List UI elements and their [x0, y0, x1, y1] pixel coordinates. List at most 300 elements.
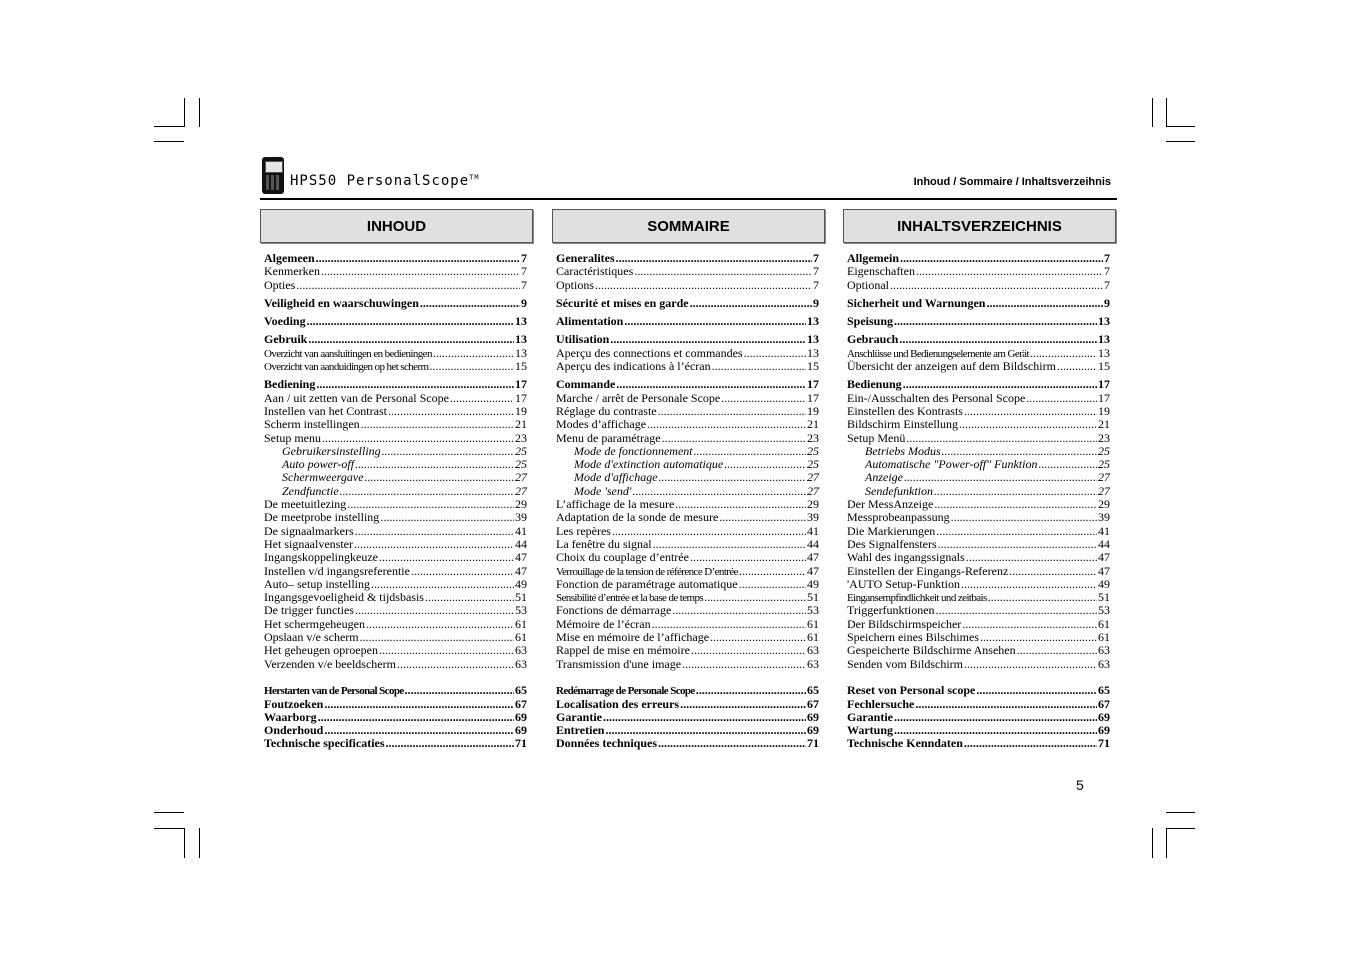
toc-entry-page: 9 — [521, 295, 527, 310]
toc-entry[interactable] — [264, 591, 527, 604]
toc-entry-page: 13 — [1098, 332, 1110, 347]
toc-entry-title: Veiligheid en waarschuwingen — [264, 295, 419, 310]
dot-leader — [610, 333, 806, 346]
toc-entry[interactable] — [556, 498, 819, 511]
toc-entry-title: Mode d'affichage — [574, 470, 658, 485]
toc-entry-title: Ein-/Ausschalten des Personal Scope — [847, 390, 1026, 405]
dot-leader — [680, 698, 806, 711]
dot-leader — [980, 631, 1097, 644]
toc-entry[interactable] — [847, 252, 1110, 265]
toc-entry-title: Localisation des erreurs — [556, 696, 680, 711]
toc-entry-title: Het geheugen oproepen — [264, 643, 378, 658]
spacer — [847, 671, 1110, 684]
toc-entry[interactable] — [556, 538, 819, 551]
dot-leader — [915, 698, 1097, 711]
toc-entry[interactable] — [264, 445, 527, 458]
dot-leader — [894, 711, 1097, 724]
toc-entry-page: 19 — [515, 403, 527, 418]
toc-entry[interactable] — [847, 698, 1110, 711]
toc-entry-page: 25 — [515, 457, 527, 472]
dot-leader — [425, 591, 514, 604]
dot-leader — [616, 252, 812, 265]
dot-leader — [605, 724, 806, 737]
toc-entry[interactable] — [556, 551, 819, 564]
dot-leader — [966, 551, 1097, 564]
dot-leader — [739, 565, 806, 578]
toc-entry[interactable] — [847, 445, 1110, 458]
toc-entry-title: Caractéristiques — [556, 264, 634, 279]
dot-leader — [355, 604, 514, 617]
dot-leader — [962, 618, 1097, 631]
toc-entry[interactable] — [847, 279, 1110, 292]
toc-entry-page: 25 — [1098, 443, 1110, 458]
dot-leader — [704, 591, 806, 604]
toc-entry[interactable] — [264, 265, 527, 278]
dot-leader — [964, 658, 1097, 671]
toc-entry-title: Overzicht van aanduidingen op het scherm — [264, 361, 429, 374]
toc-column-dutch — [260, 209, 533, 751]
toc-entry-title: Aperçu des connections et commandes — [556, 345, 743, 360]
toc-entry[interactable] — [847, 458, 1110, 471]
toc-entry-title: Fonctions de démarrage — [556, 603, 672, 618]
toc-entry[interactable] — [556, 315, 819, 328]
toc-entry-page: 17 — [807, 390, 819, 405]
dot-leader — [694, 445, 806, 458]
toc-entry[interactable] — [847, 265, 1110, 278]
toc-entry[interactable] — [556, 604, 819, 617]
dot-leader — [429, 360, 514, 373]
toc-entry-page: 44 — [1098, 536, 1110, 551]
toc-entry-page: 51 — [1098, 590, 1110, 605]
dot-leader — [964, 405, 1097, 418]
column-heading: INHOUD — [260, 209, 533, 243]
toc-entry[interactable] — [556, 360, 819, 373]
toc-entry-page: 13 — [1098, 314, 1110, 329]
dot-leader — [382, 445, 514, 458]
dot-leader — [964, 737, 1097, 750]
toc-column-german — [843, 209, 1116, 751]
dot-leader — [360, 631, 514, 644]
toc-entry-page: 67 — [515, 696, 527, 711]
toc-entry-title: Overzicht van aansluitingen en bedieningen — [264, 347, 432, 360]
toc-entry[interactable] — [847, 315, 1110, 328]
toc-entry[interactable] — [847, 711, 1110, 724]
toc-entry[interactable] — [556, 644, 819, 657]
dot-leader — [936, 525, 1097, 538]
toc-entry[interactable] — [556, 405, 819, 418]
toc-entry[interactable] — [556, 252, 819, 265]
dot-leader — [379, 644, 514, 657]
toc-entry-title: Bedienung — [847, 377, 902, 392]
dot-leader — [942, 445, 1097, 458]
toc-entry[interactable] — [264, 279, 527, 292]
dot-leader — [690, 551, 806, 564]
toc-entry-title: Transmission d'une image — [556, 656, 682, 671]
dot-leader — [354, 538, 514, 551]
toc-entry-title: De signaalmarkers — [264, 523, 354, 538]
toc-entry[interactable] — [847, 684, 1110, 697]
toc-entry-title: Wartung — [847, 723, 894, 738]
toc-entry-page: 51 — [807, 590, 819, 605]
toc-entry[interactable] — [556, 591, 819, 604]
toc-entry[interactable] — [264, 644, 527, 657]
dot-leader — [420, 297, 520, 310]
toc-entry-page: 63 — [807, 643, 819, 658]
toc-entry[interactable] — [847, 418, 1110, 431]
toc-entry[interactable] — [264, 525, 527, 538]
toc-entry[interactable] — [264, 378, 527, 391]
toc-entry-page: 47 — [807, 563, 819, 578]
toc-entry-page: 47 — [1098, 550, 1110, 565]
toc-entry[interactable] — [264, 618, 527, 631]
toc-entry[interactable] — [847, 631, 1110, 644]
toc-entry[interactable] — [847, 618, 1110, 631]
toc-entry-page: 61 — [1098, 616, 1110, 631]
toc-entry-title: Technische specificaties — [264, 736, 385, 751]
toc-entry-page: 65 — [515, 683, 527, 698]
toc-entry-title: Generalites — [556, 251, 615, 265]
dot-leader — [936, 604, 1097, 617]
toc-entry[interactable] — [847, 378, 1110, 391]
toc-entry-page: 67 — [1098, 696, 1110, 711]
dot-leader — [647, 418, 806, 431]
toc-entry-page: 21 — [1098, 417, 1110, 432]
toc-entry[interactable] — [847, 658, 1110, 671]
toc-entry-title: Aperçu des indications à l’écran — [556, 359, 711, 374]
toc-entry-title: Der Bildschirmspeicher — [847, 616, 962, 631]
toc-entry-title: Eingansempfindlichkeit und zeitbais — [847, 592, 987, 605]
toc-entry-page: 41 — [807, 523, 819, 538]
toc-entry[interactable] — [264, 578, 527, 591]
dot-leader — [691, 644, 806, 657]
toc-entry-title: Bildschirm Einstellung — [847, 417, 958, 432]
toc-entry-page: 23 — [515, 430, 527, 445]
toc-entry-page: 29 — [807, 497, 819, 512]
toc-entry[interactable] — [264, 485, 527, 498]
dot-leader — [379, 551, 514, 564]
toc-entry[interactable] — [847, 498, 1110, 511]
toc-entry-page: 69 — [515, 723, 527, 738]
toc-entry-page: 47 — [807, 550, 819, 565]
toc-entry[interactable] — [847, 737, 1110, 750]
toc-entry-page: 63 — [807, 656, 819, 671]
toc-entry[interactable] — [264, 347, 527, 360]
toc-entry-title: Commande — [556, 377, 616, 392]
toc-entry[interactable] — [556, 279, 819, 292]
toc-entry-page: 63 — [515, 656, 527, 671]
toc-entry[interactable] — [264, 737, 527, 750]
toc-entry[interactable] — [847, 297, 1110, 310]
toc-entry-page: 17 — [515, 377, 527, 392]
dot-leader — [411, 565, 514, 578]
dot-leader — [724, 458, 806, 471]
toc-entry[interactable] — [264, 458, 527, 471]
toc-entry-title: Entretien — [556, 723, 605, 738]
toc-entry[interactable] — [556, 724, 819, 737]
toc-entry-title: Données techniques — [556, 736, 658, 751]
dot-leader — [318, 711, 514, 724]
dot-leader — [307, 315, 514, 328]
toc-entry-page: 41 — [515, 523, 527, 538]
dot-leader — [433, 347, 514, 360]
toc-entry-page: 44 — [515, 536, 527, 551]
toc-entry[interactable] — [264, 392, 527, 405]
toc-entry-page: 7 — [813, 251, 819, 265]
toc-entry[interactable] — [847, 405, 1110, 418]
toc-entry-title: Voeding — [264, 314, 306, 329]
header-section-title: Inhoud / Sommaire / Inhaltsverzeihnis — [913, 176, 1111, 188]
toc-entry-page: 71 — [515, 736, 527, 751]
dot-leader — [322, 432, 514, 445]
dot-leader — [721, 392, 806, 405]
toc-entry-title: Der MessAnzeige — [847, 497, 934, 512]
toc-entry[interactable] — [264, 471, 527, 484]
toc-entry[interactable] — [264, 432, 527, 445]
toc-entry-title: Anschlüsse und Bedienungselemente am Gerät — [847, 347, 1029, 360]
toc-entry-title: Ingangsgevoeligheid & tijdsbasis — [264, 590, 424, 605]
toc-entry-title: Mode 'send' — [574, 483, 632, 498]
toc-entry-title: Het schermgeheugen — [264, 616, 365, 631]
toc-entry-page: 39 — [515, 510, 527, 525]
toc-entry[interactable] — [264, 698, 527, 711]
toc-entry[interactable] — [264, 711, 527, 724]
toc-entry[interactable] — [264, 631, 527, 644]
toc-entry-page: 13 — [515, 332, 527, 347]
toc-entry-page: 25 — [807, 457, 819, 472]
toc-entry-title: Rappel de mise en mémoire — [556, 643, 690, 658]
toc-entry-title: Senden vom Bildschirm — [847, 656, 963, 671]
toc-entry[interactable] — [556, 485, 819, 498]
toc-entry-title: La fenêtre du signal — [556, 536, 652, 551]
dot-leader — [296, 279, 520, 292]
toc-entry[interactable] — [264, 724, 527, 737]
dot-leader — [316, 252, 520, 265]
dot-leader — [900, 252, 1103, 265]
toc-entry[interactable] — [556, 445, 819, 458]
toc-entry-title: Les repères — [556, 523, 611, 538]
toc-entry[interactable] — [556, 265, 819, 278]
dot-leader — [405, 684, 514, 697]
toc-entry[interactable] — [556, 711, 819, 724]
toc-entry-title: Réglage du contraste — [556, 403, 657, 418]
device-logo-icon — [262, 157, 284, 194]
toc-entry-page: 61 — [515, 630, 527, 645]
toc-entry[interactable] — [556, 511, 819, 524]
toc-entry[interactable] — [556, 684, 819, 697]
toc-entry[interactable] — [556, 698, 819, 711]
toc-entry[interactable] — [847, 432, 1110, 445]
toc-entry-page: 71 — [1098, 736, 1110, 751]
toc-entry[interactable] — [847, 604, 1110, 617]
dot-leader — [632, 485, 806, 498]
toc-entry[interactable] — [556, 737, 819, 750]
toc-entry[interactable] — [847, 347, 1110, 360]
toc-entry-title: Technische Kenndaten — [847, 736, 963, 751]
dot-leader — [894, 724, 1097, 737]
product-title: HPS50 PersonalScope™ — [290, 173, 480, 189]
toc-entry[interactable] — [556, 618, 819, 631]
toc-entry-title: Gebruik — [264, 332, 308, 347]
toc-entry[interactable] — [556, 347, 819, 360]
toc-entry[interactable] — [556, 565, 819, 578]
toc-entry[interactable] — [556, 297, 819, 310]
toc-entry-page: 7 — [521, 277, 527, 292]
toc-entry-title: Sicherheit und Warnungen — [847, 295, 986, 310]
toc-entry-title: Opties — [264, 277, 296, 292]
toc-entry-title: Garantie — [556, 709, 602, 724]
toc-entry-page: 13 — [807, 314, 819, 329]
toc-entry-page: 17 — [807, 377, 819, 392]
toc-entry-title: Algemeen — [264, 251, 315, 265]
toc-entry[interactable] — [847, 724, 1110, 737]
toc-entry[interactable] — [264, 684, 527, 697]
toc-entry[interactable] — [264, 252, 527, 265]
toc-entry-title: Opslaan v/e scherm — [264, 630, 359, 645]
toc-entry-title: Gespeicherte Bildschirme Ansehen — [847, 643, 1016, 658]
toc-entry-title: Allgemein — [847, 251, 899, 265]
toc-entry-title: Fonction de paramétrage automatique — [556, 576, 738, 591]
dot-leader — [366, 618, 514, 631]
dot-leader — [388, 405, 514, 418]
toc-entry-title: Eigenschaften — [847, 264, 915, 279]
toc-entry-title: Gebruikersinstelling — [282, 443, 381, 458]
toc-entry-title: Het signaalvenster — [264, 536, 353, 551]
toc-entry-page: 29 — [1098, 497, 1110, 512]
toc-entry[interactable] — [847, 565, 1110, 578]
dot-leader — [976, 684, 1097, 697]
toc-entry[interactable] — [847, 551, 1110, 564]
toc-entry-page: 23 — [807, 430, 819, 445]
toc-entry-page: 17 — [1098, 377, 1110, 392]
toc-entry[interactable] — [264, 658, 527, 671]
toc-entry-page: 7 — [813, 264, 819, 279]
toc-entry[interactable] — [556, 631, 819, 644]
dot-leader — [959, 418, 1097, 431]
toc-entry[interactable] — [847, 485, 1110, 498]
toc-entry[interactable] — [264, 315, 527, 328]
toc-entry[interactable] — [264, 297, 527, 310]
toc-entry-title: Übersicht der anzeigen auf dem Bildschirm — [847, 359, 1056, 374]
toc-entry[interactable] — [847, 591, 1110, 604]
toc-entry-title: Gebrauch — [847, 332, 899, 347]
toc-entry[interactable] — [264, 418, 527, 431]
toc-entry-page: 21 — [515, 417, 527, 432]
dot-leader — [662, 432, 806, 445]
toc-entry-title: Garantie — [847, 709, 893, 724]
toc-entry-page: 9 — [1104, 295, 1110, 310]
dot-leader — [658, 737, 806, 750]
toc-entry-title: 'AUTO Setup-Funktion — [847, 576, 960, 591]
toc-entry[interactable] — [264, 511, 527, 524]
toc-entry[interactable] — [264, 551, 527, 564]
toc-entry-page: 61 — [807, 630, 819, 645]
toc-entry[interactable] — [847, 392, 1110, 405]
dot-leader — [355, 525, 514, 538]
toc-entry[interactable] — [264, 333, 527, 346]
toc-entry[interactable] — [847, 333, 1110, 346]
toc-entry[interactable] — [847, 525, 1110, 538]
toc-entry-title: Kenmerken — [264, 264, 320, 279]
toc-entry-title: Bediening — [264, 377, 316, 392]
toc-entry[interactable] — [264, 565, 527, 578]
toc-entry-page: 7 — [521, 251, 527, 265]
toc-entry-title: Sensibilité d’entrée et la base de temps — [556, 592, 704, 605]
dot-leader — [710, 631, 806, 644]
toc-entry-title: Mode de fonctionnement — [574, 443, 693, 458]
toc-entry[interactable] — [556, 471, 819, 484]
toc-entry[interactable] — [847, 511, 1110, 524]
toc-entry-title: De meetuitlezing — [264, 497, 347, 512]
toc-entry[interactable] — [556, 432, 819, 445]
toc-entry-page: 47 — [515, 550, 527, 565]
toc-entry-page: 69 — [1098, 723, 1110, 738]
toc-entry-page: 71 — [807, 736, 819, 751]
dot-leader — [690, 297, 812, 310]
toc-entry[interactable] — [264, 405, 527, 418]
toc-entry[interactable] — [556, 333, 819, 346]
toc-entry-title: Aan / uit zetten van de Personal Scope — [264, 390, 449, 405]
toc-entry-title: Adaptation de la sonde de mesure — [556, 510, 719, 525]
dot-leader — [386, 737, 514, 750]
toc-entry-title: Triggerfunktionen — [847, 603, 935, 618]
toc-entry-page: 61 — [1098, 630, 1110, 645]
toc-entry[interactable] — [847, 644, 1110, 657]
dot-leader — [347, 498, 514, 511]
toc-entry[interactable] — [556, 392, 819, 405]
dot-leader — [612, 525, 806, 538]
toc-entry[interactable] — [847, 360, 1110, 373]
toc-entry[interactable] — [264, 498, 527, 511]
toc-entry-page: 41 — [1098, 523, 1110, 538]
toc-entry-page: 69 — [807, 709, 819, 724]
spacer — [264, 671, 527, 684]
header-rule — [260, 198, 1117, 200]
toc-entry[interactable] — [556, 458, 819, 471]
toc-entry-page: 25 — [1098, 457, 1110, 472]
toc-entry-page: 27 — [515, 483, 527, 498]
toc-entry[interactable] — [264, 604, 527, 617]
dot-leader — [316, 378, 514, 391]
toc-entry[interactable] — [556, 578, 819, 591]
dot-leader — [1057, 360, 1097, 373]
toc-entry[interactable] — [847, 471, 1110, 484]
toc-entry[interactable] — [556, 378, 819, 391]
toc-entry[interactable] — [556, 418, 819, 431]
toc-entry[interactable] — [847, 578, 1110, 591]
toc-entry-page: 13 — [807, 345, 819, 360]
toc-entry-title: Utilisation — [556, 332, 610, 347]
toc-entry-title: Schermweergave — [282, 470, 364, 485]
column-heading: INHALTSVERZEICHNIS — [843, 209, 1116, 243]
toc-entry[interactable] — [556, 658, 819, 671]
toc-entries — [260, 252, 533, 751]
toc-entry-title: Zendfunctie — [282, 483, 339, 498]
toc-entry-page: 69 — [515, 709, 527, 724]
dot-leader — [321, 265, 520, 278]
toc-entry-title: Messprobeanpassung — [847, 510, 950, 525]
toc-entry-title: Verrouillage de la tension de référence D’entrée — [556, 565, 738, 578]
toc-entry[interactable] — [847, 538, 1110, 551]
dot-leader — [634, 265, 812, 278]
toc-entry-page: 23 — [1098, 430, 1110, 445]
toc-entry[interactable] — [264, 538, 527, 551]
toc-entry-page: 47 — [1098, 563, 1110, 578]
dot-leader — [675, 498, 806, 511]
toc-entry-title: Optional — [847, 277, 889, 292]
toc-entry[interactable] — [556, 525, 819, 538]
toc-entry-page: 27 — [515, 470, 527, 485]
toc-entry[interactable] — [264, 360, 527, 373]
